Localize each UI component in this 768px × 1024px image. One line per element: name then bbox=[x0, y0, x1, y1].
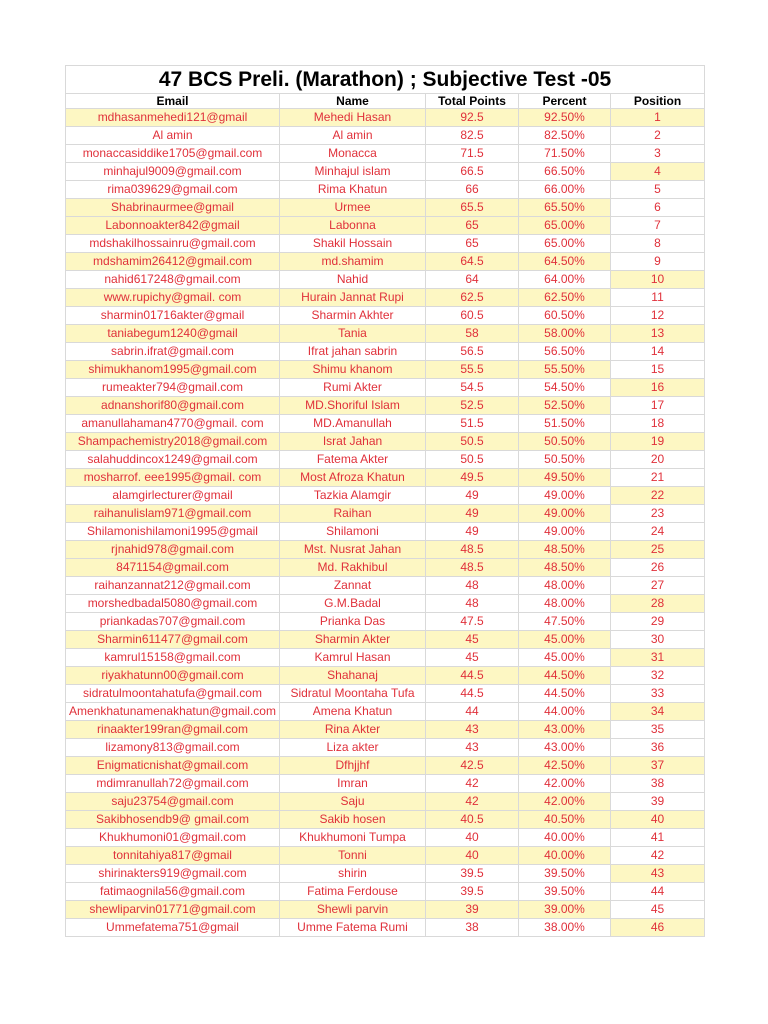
table-row bbox=[66, 793, 705, 811]
cell-position: 37 bbox=[611, 757, 705, 775]
results-sheet bbox=[65, 65, 704, 937]
cell-total-points: 39 bbox=[426, 901, 519, 919]
cell-percent: 39.50% bbox=[519, 883, 611, 901]
cell-email: raihanzannat212@gmail.com bbox=[66, 577, 280, 595]
cell-position: 19 bbox=[611, 433, 705, 451]
cell-name: Fatima Ferdouse bbox=[280, 883, 426, 901]
cell-name: Khukhumoni Tumpa bbox=[280, 829, 426, 847]
cell-percent: 40.50% bbox=[519, 811, 611, 829]
table-row bbox=[66, 901, 705, 919]
cell-position: 35 bbox=[611, 721, 705, 739]
cell-name: Imran bbox=[280, 775, 426, 793]
cell-position: 17 bbox=[611, 397, 705, 415]
cell-name: Tazkia Alamgir bbox=[280, 487, 426, 505]
cell-email: rumeakter794@gmail.com bbox=[66, 379, 280, 397]
cell-name: Md. Rakhibul bbox=[280, 559, 426, 577]
cell-percent: 50.50% bbox=[519, 433, 611, 451]
cell-position: 29 bbox=[611, 613, 705, 631]
cell-name: Minhajul islam bbox=[280, 163, 426, 181]
table-row bbox=[66, 685, 705, 703]
cell-email: Al amin bbox=[66, 127, 280, 145]
cell-percent: 48.00% bbox=[519, 595, 611, 613]
cell-percent: 65.00% bbox=[519, 217, 611, 235]
cell-total-points: 51.5 bbox=[426, 415, 519, 433]
table-row bbox=[66, 145, 705, 163]
cell-total-points: 50.5 bbox=[426, 451, 519, 469]
sheet-title: 47 BCS Preli. (Marathon) ; Subjective Test -05 bbox=[66, 66, 705, 94]
header-percent: Percent bbox=[519, 94, 611, 109]
cell-email: kamrul15158@gmail.com bbox=[66, 649, 280, 667]
cell-name: Liza akter bbox=[280, 739, 426, 757]
table-row bbox=[66, 667, 705, 685]
table-row bbox=[66, 325, 705, 343]
cell-name: Monacca bbox=[280, 145, 426, 163]
title-row bbox=[66, 66, 705, 94]
header-row bbox=[66, 94, 705, 109]
cell-total-points: 64 bbox=[426, 271, 519, 289]
cell-position: 3 bbox=[611, 145, 705, 163]
cell-percent: 49.00% bbox=[519, 505, 611, 523]
cell-percent: 64.00% bbox=[519, 271, 611, 289]
cell-total-points: 48 bbox=[426, 577, 519, 595]
cell-total-points: 56.5 bbox=[426, 343, 519, 361]
cell-percent: 49.50% bbox=[519, 469, 611, 487]
cell-percent: 60.50% bbox=[519, 307, 611, 325]
cell-position: 32 bbox=[611, 667, 705, 685]
cell-percent: 92.50% bbox=[519, 109, 611, 127]
cell-email: lizamony813@gmail.com bbox=[66, 739, 280, 757]
cell-name: Sakib hosen bbox=[280, 811, 426, 829]
cell-total-points: 40.5 bbox=[426, 811, 519, 829]
cell-percent: 71.50% bbox=[519, 145, 611, 163]
cell-email: Labonnoakter842@gmail bbox=[66, 217, 280, 235]
cell-name: Sidratul Moontaha Tufa bbox=[280, 685, 426, 703]
cell-name: Kamrul Hasan bbox=[280, 649, 426, 667]
cell-name: Labonna bbox=[280, 217, 426, 235]
cell-position: 11 bbox=[611, 289, 705, 307]
header-position: Position bbox=[611, 94, 705, 109]
cell-total-points: 64.5 bbox=[426, 253, 519, 271]
header-name: Name bbox=[280, 94, 426, 109]
cell-email: mdhasanmehedi121@gmail bbox=[66, 109, 280, 127]
cell-email: saju23754@gmail.com bbox=[66, 793, 280, 811]
table-row bbox=[66, 181, 705, 199]
cell-name: Al amin bbox=[280, 127, 426, 145]
cell-email: Sakibhosendb9@ gmail.com bbox=[66, 811, 280, 829]
cell-position: 36 bbox=[611, 739, 705, 757]
cell-email: rinaakter199ran@gmail.com bbox=[66, 721, 280, 739]
cell-percent: 42.50% bbox=[519, 757, 611, 775]
cell-position: 23 bbox=[611, 505, 705, 523]
cell-email: amanullahaman4770@gmail. com bbox=[66, 415, 280, 433]
cell-name: MD.Shoriful Islam bbox=[280, 397, 426, 415]
cell-total-points: 42.5 bbox=[426, 757, 519, 775]
cell-total-points: 60.5 bbox=[426, 307, 519, 325]
cell-position: 8 bbox=[611, 235, 705, 253]
cell-email: taniabegum1240@gmail bbox=[66, 325, 280, 343]
cell-name: Most Afroza Khatun bbox=[280, 469, 426, 487]
cell-percent: 58.00% bbox=[519, 325, 611, 343]
table-row bbox=[66, 577, 705, 595]
table-row bbox=[66, 919, 705, 937]
table-row bbox=[66, 271, 705, 289]
cell-name: Tania bbox=[280, 325, 426, 343]
cell-total-points: 48.5 bbox=[426, 559, 519, 577]
cell-position: 41 bbox=[611, 829, 705, 847]
cell-total-points: 48 bbox=[426, 595, 519, 613]
cell-percent: 51.50% bbox=[519, 415, 611, 433]
table-row bbox=[66, 199, 705, 217]
cell-total-points: 52.5 bbox=[426, 397, 519, 415]
cell-name: Nahid bbox=[280, 271, 426, 289]
cell-percent: 45.00% bbox=[519, 631, 611, 649]
cell-email: 8471154@gmail.com bbox=[66, 559, 280, 577]
cell-position: 21 bbox=[611, 469, 705, 487]
table-row bbox=[66, 559, 705, 577]
cell-percent: 49.00% bbox=[519, 523, 611, 541]
cell-total-points: 65 bbox=[426, 217, 519, 235]
cell-total-points: 58 bbox=[426, 325, 519, 343]
table-row bbox=[66, 865, 705, 883]
cell-total-points: 49.5 bbox=[426, 469, 519, 487]
cell-total-points: 40 bbox=[426, 847, 519, 865]
table-row bbox=[66, 721, 705, 739]
cell-email: shirinakters919@gmail.com bbox=[66, 865, 280, 883]
cell-position: 45 bbox=[611, 901, 705, 919]
cell-email: Enigmaticnishat@gmail.com bbox=[66, 757, 280, 775]
cell-total-points: 55.5 bbox=[426, 361, 519, 379]
table-row bbox=[66, 307, 705, 325]
cell-total-points: 39.5 bbox=[426, 865, 519, 883]
cell-total-points: 44.5 bbox=[426, 685, 519, 703]
cell-percent: 62.50% bbox=[519, 289, 611, 307]
cell-name: Saju bbox=[280, 793, 426, 811]
cell-email: tonnitahiya817@gmail bbox=[66, 847, 280, 865]
cell-total-points: 39.5 bbox=[426, 883, 519, 901]
table-row bbox=[66, 469, 705, 487]
table-row bbox=[66, 433, 705, 451]
cell-email: sharmin01716akter@gmail bbox=[66, 307, 280, 325]
table-row bbox=[66, 703, 705, 721]
cell-percent: 66.00% bbox=[519, 181, 611, 199]
cell-percent: 65.00% bbox=[519, 235, 611, 253]
cell-total-points: 92.5 bbox=[426, 109, 519, 127]
cell-total-points: 62.5 bbox=[426, 289, 519, 307]
cell-total-points: 47.5 bbox=[426, 613, 519, 631]
cell-email: nahid617248@gmail.com bbox=[66, 271, 280, 289]
cell-position: 5 bbox=[611, 181, 705, 199]
cell-email: Shampachemistry2018@gmail.com bbox=[66, 433, 280, 451]
cell-name: Sharmin Akter bbox=[280, 631, 426, 649]
cell-email: monaccasiddike1705@gmail.com bbox=[66, 145, 280, 163]
cell-percent: 48.00% bbox=[519, 577, 611, 595]
cell-email: mdimranullah72@gmail.com bbox=[66, 775, 280, 793]
table-row bbox=[66, 505, 705, 523]
cell-total-points: 65.5 bbox=[426, 199, 519, 217]
cell-email: priankadas707@gmail.com bbox=[66, 613, 280, 631]
cell-percent: 44.50% bbox=[519, 667, 611, 685]
cell-position: 12 bbox=[611, 307, 705, 325]
table-row bbox=[66, 217, 705, 235]
cell-total-points: 49 bbox=[426, 523, 519, 541]
table-row bbox=[66, 451, 705, 469]
cell-email: Shabrinaurmee@gmail bbox=[66, 199, 280, 217]
table-row bbox=[66, 829, 705, 847]
cell-total-points: 45 bbox=[426, 631, 519, 649]
cell-percent: 44.50% bbox=[519, 685, 611, 703]
cell-position: 13 bbox=[611, 325, 705, 343]
cell-total-points: 65 bbox=[426, 235, 519, 253]
cell-email: Khukhumoni01@gmail.com bbox=[66, 829, 280, 847]
cell-total-points: 42 bbox=[426, 775, 519, 793]
table-row bbox=[66, 343, 705, 361]
cell-name: md.shamim bbox=[280, 253, 426, 271]
cell-name: Shewli parvin bbox=[280, 901, 426, 919]
cell-email: rima039629@gmail.com bbox=[66, 181, 280, 199]
cell-position: 20 bbox=[611, 451, 705, 469]
cell-position: 15 bbox=[611, 361, 705, 379]
cell-email: Shilamonishilamoni1995@gmail bbox=[66, 523, 280, 541]
cell-email: mosharrof. eee1995@gmail. com bbox=[66, 469, 280, 487]
cell-email: sidratulmoontahatufa@gmail.com bbox=[66, 685, 280, 703]
cell-total-points: 66.5 bbox=[426, 163, 519, 181]
table-row bbox=[66, 253, 705, 271]
cell-position: 34 bbox=[611, 703, 705, 721]
cell-position: 18 bbox=[611, 415, 705, 433]
table-body bbox=[66, 109, 705, 937]
table-row bbox=[66, 379, 705, 397]
cell-percent: 40.00% bbox=[519, 829, 611, 847]
cell-position: 33 bbox=[611, 685, 705, 703]
table-row bbox=[66, 595, 705, 613]
cell-email: alamgirlecturer@gmail bbox=[66, 487, 280, 505]
cell-name: Amena Khatun bbox=[280, 703, 426, 721]
cell-percent: 43.00% bbox=[519, 721, 611, 739]
cell-position: 9 bbox=[611, 253, 705, 271]
cell-position: 38 bbox=[611, 775, 705, 793]
cell-percent: 48.50% bbox=[519, 559, 611, 577]
cell-position: 39 bbox=[611, 793, 705, 811]
cell-total-points: 43 bbox=[426, 721, 519, 739]
cell-name: shirin bbox=[280, 865, 426, 883]
cell-percent: 43.00% bbox=[519, 739, 611, 757]
cell-percent: 65.50% bbox=[519, 199, 611, 217]
cell-total-points: 40 bbox=[426, 829, 519, 847]
cell-email: riyakhatunn00@gmail.com bbox=[66, 667, 280, 685]
cell-percent: 39.50% bbox=[519, 865, 611, 883]
cell-position: 14 bbox=[611, 343, 705, 361]
cell-percent: 55.50% bbox=[519, 361, 611, 379]
table-row bbox=[66, 127, 705, 145]
table-row bbox=[66, 757, 705, 775]
cell-position: 31 bbox=[611, 649, 705, 667]
cell-total-points: 49 bbox=[426, 505, 519, 523]
cell-position: 27 bbox=[611, 577, 705, 595]
cell-total-points: 66 bbox=[426, 181, 519, 199]
cell-name: Rina Akter bbox=[280, 721, 426, 739]
cell-percent: 47.50% bbox=[519, 613, 611, 631]
cell-position: 28 bbox=[611, 595, 705, 613]
cell-email: salahuddincox1249@gmail.com bbox=[66, 451, 280, 469]
cell-name: Mehedi Hasan bbox=[280, 109, 426, 127]
table-row bbox=[66, 415, 705, 433]
cell-position: 24 bbox=[611, 523, 705, 541]
cell-name: Dfhjjhf bbox=[280, 757, 426, 775]
table-row bbox=[66, 847, 705, 865]
table-row bbox=[66, 235, 705, 253]
table-row bbox=[66, 361, 705, 379]
table-row bbox=[66, 613, 705, 631]
cell-position: 6 bbox=[611, 199, 705, 217]
cell-position: 22 bbox=[611, 487, 705, 505]
table-row bbox=[66, 109, 705, 127]
cell-name: Shilamoni bbox=[280, 523, 426, 541]
cell-email: sabrin.ifrat@gmail.com bbox=[66, 343, 280, 361]
cell-position: 16 bbox=[611, 379, 705, 397]
cell-name: Tonni bbox=[280, 847, 426, 865]
cell-total-points: 45 bbox=[426, 649, 519, 667]
cell-name: Urmee bbox=[280, 199, 426, 217]
table-row bbox=[66, 739, 705, 757]
cell-email: minhajul9009@gmail.com bbox=[66, 163, 280, 181]
cell-position: 26 bbox=[611, 559, 705, 577]
cell-total-points: 49 bbox=[426, 487, 519, 505]
cell-name: Prianka Das bbox=[280, 613, 426, 631]
cell-name: G.M.Badal bbox=[280, 595, 426, 613]
cell-email: rjnahid978@gmail.com bbox=[66, 541, 280, 559]
cell-name: Shahanaj bbox=[280, 667, 426, 685]
cell-position: 43 bbox=[611, 865, 705, 883]
cell-email: Ummefatema751@gmail bbox=[66, 919, 280, 937]
cell-total-points: 44 bbox=[426, 703, 519, 721]
cell-name: MD.Amanullah bbox=[280, 415, 426, 433]
cell-name: Zannat bbox=[280, 577, 426, 595]
cell-percent: 64.50% bbox=[519, 253, 611, 271]
cell-name: Raihan bbox=[280, 505, 426, 523]
table-row bbox=[66, 775, 705, 793]
cell-email: www.rupichy@gmail. com bbox=[66, 289, 280, 307]
cell-percent: 49.00% bbox=[519, 487, 611, 505]
cell-percent: 42.00% bbox=[519, 775, 611, 793]
table-row bbox=[66, 541, 705, 559]
cell-name: Shakil Hossain bbox=[280, 235, 426, 253]
cell-name: Rumi Akter bbox=[280, 379, 426, 397]
cell-position: 2 bbox=[611, 127, 705, 145]
cell-name: Mst. Nusrat Jahan bbox=[280, 541, 426, 559]
cell-position: 10 bbox=[611, 271, 705, 289]
cell-email: fatimaognila56@gmail.com bbox=[66, 883, 280, 901]
cell-percent: 39.00% bbox=[519, 901, 611, 919]
cell-position: 25 bbox=[611, 541, 705, 559]
table-row bbox=[66, 289, 705, 307]
cell-percent: 40.00% bbox=[519, 847, 611, 865]
cell-percent: 82.50% bbox=[519, 127, 611, 145]
cell-total-points: 44.5 bbox=[426, 667, 519, 685]
cell-email: Amenkhatunamenakhatun@gmail.com bbox=[66, 703, 280, 721]
cell-position: 40 bbox=[611, 811, 705, 829]
cell-total-points: 38 bbox=[426, 919, 519, 937]
cell-email: raihanulislam971@gmail.com bbox=[66, 505, 280, 523]
cell-total-points: 48.5 bbox=[426, 541, 519, 559]
cell-percent: 50.50% bbox=[519, 451, 611, 469]
table-row bbox=[66, 163, 705, 181]
cell-name: Sharmin Akhter bbox=[280, 307, 426, 325]
cell-name: Israt Jahan bbox=[280, 433, 426, 451]
cell-email: adnanshorif80@gmail.com bbox=[66, 397, 280, 415]
results-table bbox=[65, 65, 705, 937]
cell-name: Shimu khanom bbox=[280, 361, 426, 379]
cell-email: shewliparvin01771@gmail.com bbox=[66, 901, 280, 919]
cell-email: shimukhanom1995@gmail.com bbox=[66, 361, 280, 379]
cell-position: 30 bbox=[611, 631, 705, 649]
cell-percent: 42.00% bbox=[519, 793, 611, 811]
cell-percent: 54.50% bbox=[519, 379, 611, 397]
cell-email: morshedbadal5080@gmail.com bbox=[66, 595, 280, 613]
header-email: Email bbox=[66, 94, 280, 109]
cell-position: 44 bbox=[611, 883, 705, 901]
cell-name: Rima Khatun bbox=[280, 181, 426, 199]
table-row bbox=[66, 397, 705, 415]
cell-total-points: 42 bbox=[426, 793, 519, 811]
cell-total-points: 54.5 bbox=[426, 379, 519, 397]
cell-percent: 38.00% bbox=[519, 919, 611, 937]
cell-name: Fatema Akter bbox=[280, 451, 426, 469]
cell-total-points: 82.5 bbox=[426, 127, 519, 145]
cell-percent: 66.50% bbox=[519, 163, 611, 181]
cell-position: 46 bbox=[611, 919, 705, 937]
cell-position: 7 bbox=[611, 217, 705, 235]
cell-email: Sharmin611477@gmail.com bbox=[66, 631, 280, 649]
table-row bbox=[66, 487, 705, 505]
cell-percent: 56.50% bbox=[519, 343, 611, 361]
cell-percent: 45.00% bbox=[519, 649, 611, 667]
table-row bbox=[66, 649, 705, 667]
cell-name: Ifrat jahan sabrin bbox=[280, 343, 426, 361]
cell-position: 1 bbox=[611, 109, 705, 127]
cell-position: 4 bbox=[611, 163, 705, 181]
table-row bbox=[66, 883, 705, 901]
cell-name: Umme Fatema Rumi bbox=[280, 919, 426, 937]
header-total-points: Total Points bbox=[426, 94, 519, 109]
table-row bbox=[66, 523, 705, 541]
cell-percent: 44.00% bbox=[519, 703, 611, 721]
cell-percent: 48.50% bbox=[519, 541, 611, 559]
cell-total-points: 50.5 bbox=[426, 433, 519, 451]
table-row bbox=[66, 631, 705, 649]
cell-email: mdshakilhossainru@gmail.com bbox=[66, 235, 280, 253]
cell-email: mdshamim26412@gmail.com bbox=[66, 253, 280, 271]
cell-total-points: 43 bbox=[426, 739, 519, 757]
cell-percent: 52.50% bbox=[519, 397, 611, 415]
table-row bbox=[66, 811, 705, 829]
cell-position: 42 bbox=[611, 847, 705, 865]
cell-total-points: 71.5 bbox=[426, 145, 519, 163]
cell-name: Hurain Jannat Rupi bbox=[280, 289, 426, 307]
